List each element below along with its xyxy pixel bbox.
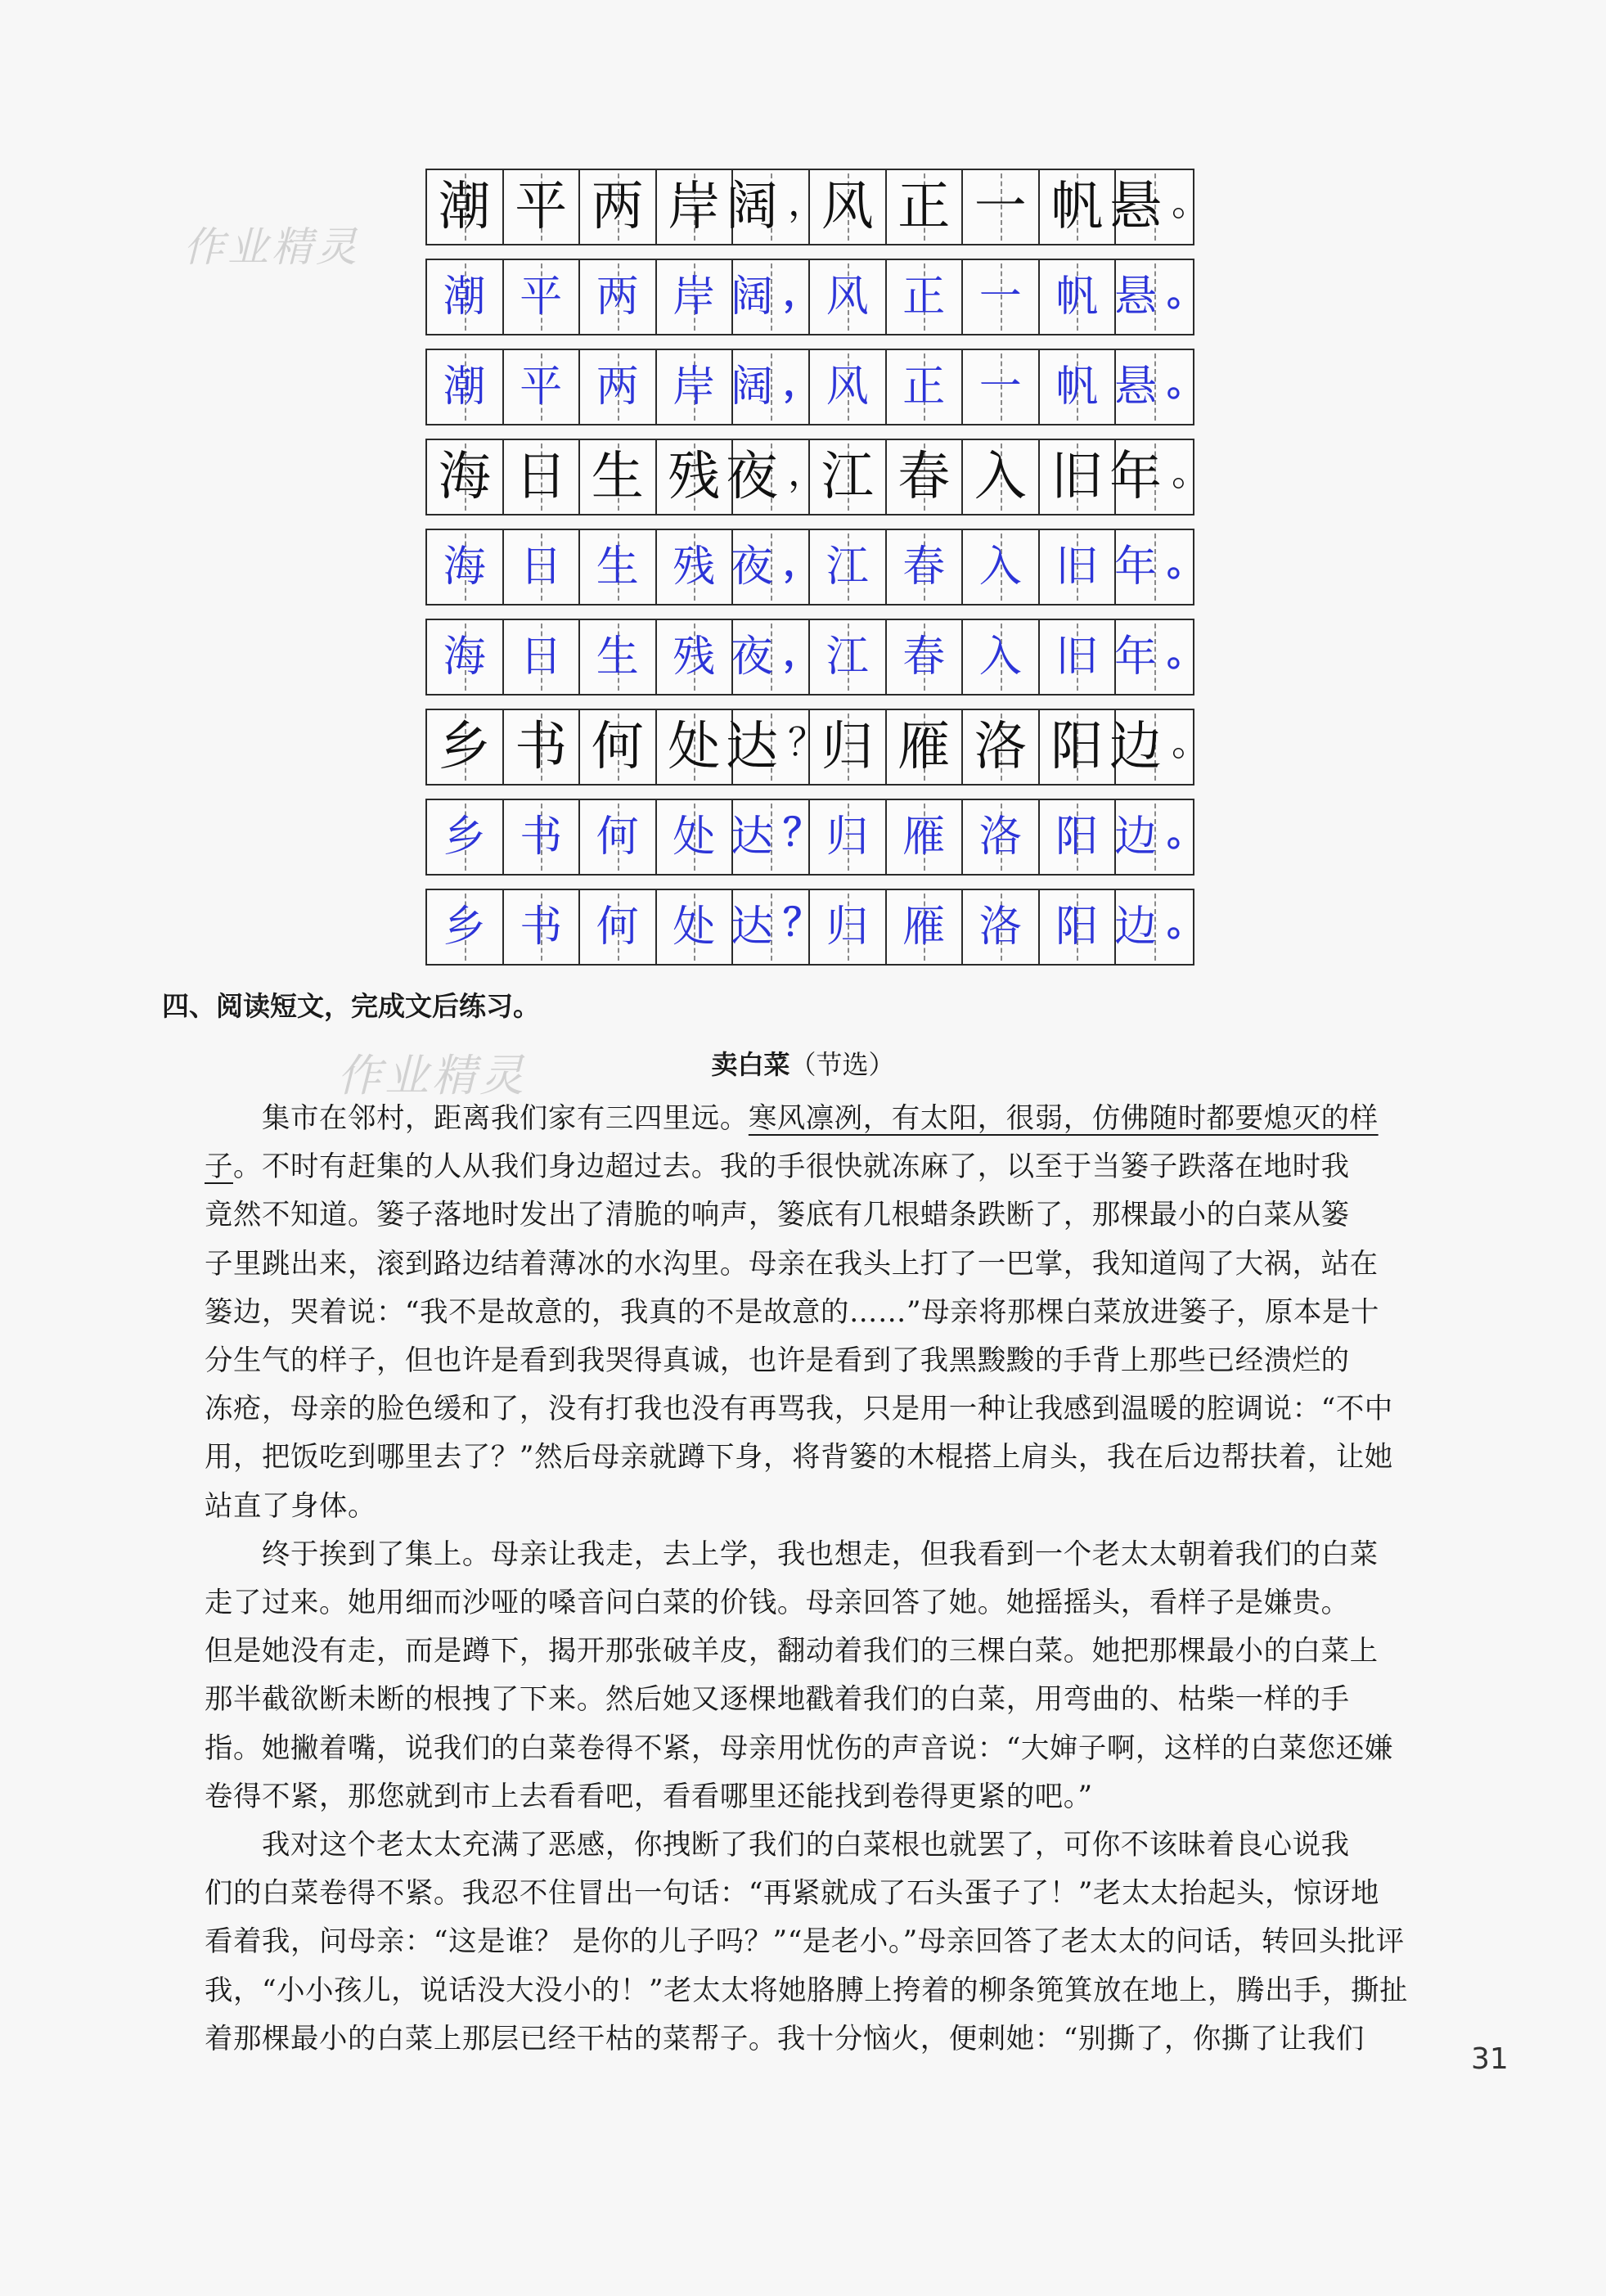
grid-row	[425, 349, 1205, 425]
grid-cell	[810, 890, 887, 964]
grid-cell	[963, 170, 1040, 244]
grid-char: 日	[515, 447, 568, 507]
grid-cell	[810, 530, 887, 604]
watermark: 作业精灵	[337, 1050, 527, 1101]
grid-cell	[427, 170, 504, 244]
grid-cell	[427, 620, 504, 694]
grid-cell	[1040, 530, 1117, 604]
grid-cell	[504, 890, 581, 964]
grid-char: 岸	[668, 177, 721, 237]
text-line	[205, 1918, 1487, 1966]
grid-char: 边	[1114, 813, 1158, 862]
grid-char: 两	[596, 362, 639, 412]
text-segment: 终于挨到了集上。母亲让我走，去上学，我也想走，但我看到一个老太太朝着我们的白菜	[205, 1537, 1379, 1571]
grid-cell	[657, 620, 734, 694]
text-line	[205, 1483, 1487, 1531]
grid-cell	[427, 530, 504, 604]
grid-char: 洛	[978, 903, 1022, 952]
text-line	[205, 1531, 1487, 1579]
grid-char: 悬	[1114, 362, 1158, 412]
grid-punctuation: 。	[1167, 270, 1205, 314]
grid-cell	[887, 710, 964, 784]
grid-char: 残	[673, 542, 716, 592]
grid-cell	[657, 890, 734, 964]
grid-cell	[580, 440, 657, 514]
grid-cell	[1109, 170, 1209, 244]
text-line	[205, 1289, 1487, 1337]
grid-char: 正	[902, 272, 946, 322]
grid-cell	[580, 710, 657, 784]
grid-cell	[657, 710, 734, 784]
grid-char: 入	[978, 633, 1022, 682]
grid-char: 旧	[1055, 542, 1099, 592]
grid-char: 乡	[438, 717, 491, 777]
grid-char: 平	[520, 272, 563, 322]
grid-char: 边	[1114, 903, 1158, 952]
passage-body	[205, 1095, 1487, 2064]
grid-cell	[1040, 620, 1117, 694]
grid-cell	[1114, 800, 1205, 874]
grid-char: 归	[825, 813, 869, 862]
grid-cell	[963, 800, 1040, 874]
grid-char: 生	[591, 447, 644, 507]
grid-punctuation: 。	[1172, 180, 1209, 224]
grid-punctuation: ，	[783, 270, 821, 314]
grid-row	[425, 619, 1205, 696]
grid-char: 风	[825, 272, 869, 322]
grid-cell	[887, 260, 964, 334]
grid-char: 旧	[1050, 447, 1104, 507]
grid-cell	[726, 170, 825, 244]
grid-char: 入	[974, 447, 1027, 507]
text-segment: 。不时有赶集的人从我们身边超过去。我的手很快就冻麻了，以至于当篓子跌落在地时我	[233, 1150, 1350, 1184]
grid-punctuation: 。	[1167, 810, 1205, 854]
grid-punctuation: ？	[783, 900, 821, 944]
grid-cell	[427, 440, 504, 514]
grid-char: 风	[821, 177, 874, 237]
grid-char: 生	[596, 633, 639, 682]
grid-char: 生	[596, 542, 639, 592]
grid-cell	[1040, 710, 1117, 784]
grid-char: 何	[596, 813, 639, 862]
passage-title-sub: （节选）	[790, 1049, 895, 1080]
grid-row	[425, 259, 1205, 335]
grid-punctuation: 。	[1172, 720, 1209, 764]
grid-cell	[580, 890, 657, 964]
grid-char: 书	[520, 903, 563, 952]
underlined-text: 寒风凛冽，有太阳，很弱，仿佛随时都要熄灭的样	[748, 1102, 1379, 1135]
text-line	[205, 1773, 1487, 1821]
grid-char: 海	[443, 633, 486, 682]
grid-cell	[1040, 350, 1117, 424]
page-number: 31	[1471, 2042, 1509, 2076]
grid-cell	[810, 260, 887, 334]
text-line	[205, 1095, 1487, 1143]
text-segment: 着那棵最小的白菜上那层已经干枯的菜帮子。我十分恼火，便刺她：“别撕了，你撕了让我们	[205, 2022, 1365, 2055]
grid-char: 边	[1109, 717, 1162, 777]
grid-cell	[580, 800, 657, 874]
grid-char: 归	[821, 717, 874, 777]
text-segment: 冻疮，母亲的脸色缓和了，没有打我也没有再骂我，只是用一种让我感到温暖的腔调说：“不中	[205, 1393, 1393, 1426]
grid-char: 阳	[1055, 813, 1099, 862]
grid-char: 平	[520, 362, 563, 412]
grid-cell	[427, 710, 504, 784]
grid-cell	[657, 440, 734, 514]
grid-cell	[963, 620, 1040, 694]
grid-cell	[1114, 620, 1205, 694]
passage-title-main: 卖白菜	[711, 1049, 790, 1080]
grid-row	[425, 709, 1209, 786]
text-segment: 竟然不知道。篓子落地时发出了清脆的响声，篓底有几根蜡条跌断了，那棵最小的白菜从篓	[205, 1199, 1350, 1232]
grid-cell	[1109, 440, 1209, 514]
text-segment: 我对这个老太太充满了恶感，你拽断了我们的白菜根也就罢了，可你不该昧着良心说我	[205, 1829, 1350, 1862]
grid-char: 旧	[1055, 633, 1099, 682]
grid-char: 两	[596, 272, 639, 322]
underlined-text: 子	[205, 1150, 233, 1184]
text-line	[205, 2015, 1487, 2064]
grid-char: 书	[515, 717, 568, 777]
text-segment: 我，“小小孩儿，说话没大没小的！”老太太将她胳膊上挎着的柳条篼箕放在地上，腾出手，撕扯	[205, 1974, 1408, 2007]
grid-punctuation: ，	[788, 180, 825, 224]
grid-char: 日	[520, 542, 563, 592]
text-segment: 但是她没有走，而是蹲下，揭开那张破羊皮，翻动着我们的三棵白菜。她把那棵最小的白菜上	[205, 1635, 1379, 1668]
text-line	[205, 1191, 1487, 1240]
paragraph	[205, 1095, 1487, 1531]
grid-cell	[580, 260, 657, 334]
grid-row	[425, 889, 1205, 966]
grid-cell	[963, 440, 1040, 514]
grid-char: 达	[731, 903, 774, 952]
grid-cell	[1114, 350, 1205, 424]
grid-char: 阔	[726, 177, 778, 237]
grid-cell	[1040, 890, 1117, 964]
text-line	[205, 1434, 1487, 1482]
grid-char: 一	[978, 272, 1022, 322]
grid-char: 春	[902, 633, 946, 682]
grid-char: 帆	[1050, 177, 1104, 237]
text-segment: 篓边，哭着说：“我不是故意的，我真的不是故意的……”母亲将那棵白菜放进篓子，原本是十	[205, 1295, 1379, 1329]
grid-cell	[504, 170, 581, 244]
grid-char: 年	[1109, 447, 1162, 507]
grid-cell	[504, 620, 581, 694]
text-line	[205, 1240, 1487, 1289]
grid-cell	[887, 620, 964, 694]
grid-char: 海	[438, 447, 491, 507]
grid-cell	[1114, 530, 1205, 604]
text-segment: 看着我，问母亲：“这是谁？ 是你的儿子吗？”“是老小。”母亲回答了老太太的问话，转回头批评	[205, 1925, 1405, 1959]
grid-char: 春	[897, 447, 951, 507]
grid-cell	[731, 890, 821, 964]
grid-char: 阳	[1050, 717, 1104, 777]
grid-char: 处	[673, 903, 716, 952]
grid-char: 何	[596, 903, 639, 952]
grid-row	[425, 169, 1209, 245]
grid-char: 岸	[673, 272, 716, 322]
grid-char: 处	[668, 717, 721, 777]
grid-cell	[1114, 890, 1205, 964]
grid-char: 江	[825, 633, 869, 682]
grid-char: 悬	[1109, 177, 1162, 237]
grid-cell	[810, 170, 887, 244]
grid-cell	[580, 620, 657, 694]
grid-cell	[1040, 170, 1117, 244]
grid-char: 乡	[443, 813, 486, 862]
text-segment: 分生气的样子，但也许是看到我哭得真诚，也许是看到了我黑黢黢的手背上那些已经溃烂的	[205, 1344, 1350, 1378]
grid-char: 雁	[897, 717, 951, 777]
grid-cell	[810, 350, 887, 424]
grid-punctuation: 。	[1172, 450, 1209, 494]
grid-row	[425, 799, 1205, 876]
text-line	[205, 1385, 1487, 1434]
grid-cell	[1109, 710, 1209, 784]
grid-cell	[887, 350, 964, 424]
grid-cell	[504, 710, 581, 784]
grid-cell	[427, 260, 504, 334]
grid-cell	[580, 350, 657, 424]
grid-char: 残	[668, 447, 721, 507]
grid-char: 阳	[1055, 903, 1099, 952]
grid-cell	[731, 350, 821, 424]
text-line	[205, 1337, 1487, 1385]
grid-cell	[504, 350, 581, 424]
grid-char: 洛	[978, 813, 1022, 862]
grid-cell	[887, 530, 964, 604]
grid-cell	[963, 890, 1040, 964]
grid-punctuation: ，	[783, 630, 821, 674]
grid-char: 雁	[902, 903, 946, 952]
grid-cell	[963, 530, 1040, 604]
grid-cell	[810, 620, 887, 694]
grid-char: 日	[520, 633, 563, 682]
paragraph	[205, 1531, 1487, 1821]
grid-char: 平	[515, 177, 568, 237]
grid-char: 夜	[731, 542, 774, 592]
grid-char: 潮	[443, 362, 486, 412]
text-line	[205, 1725, 1487, 1773]
text-segment: 走了过来。她用细而沙哑的嗓音问白菜的价钱。母亲回答了她。她摇摇头，看样子是嫌贵。	[205, 1587, 1350, 1620]
grid-punctuation: ，	[783, 540, 821, 584]
grid-cell	[731, 260, 821, 334]
text-line	[205, 1967, 1487, 2015]
grid-char: 海	[443, 542, 486, 592]
grid-punctuation: 。	[1167, 630, 1205, 674]
grid-cell	[1040, 260, 1117, 334]
grid-cell	[810, 710, 887, 784]
grid-cell	[1040, 800, 1117, 874]
grid-char: 江	[825, 542, 869, 592]
grid-char: 处	[673, 813, 716, 862]
grid-char: 乡	[443, 903, 486, 952]
grid-char: 风	[825, 362, 869, 412]
grid-char: 何	[591, 717, 644, 777]
grid-cell	[963, 350, 1040, 424]
grid-cell	[657, 170, 734, 244]
grid-cell	[887, 440, 964, 514]
grid-cell	[963, 710, 1040, 784]
grid-char: 残	[673, 633, 716, 682]
grid-char: 江	[821, 447, 874, 507]
grid-char: 书	[520, 813, 563, 862]
grid-char: 雁	[902, 813, 946, 862]
grid-punctuation: 。	[1167, 360, 1205, 404]
grid-char: 洛	[974, 717, 1027, 777]
grid-punctuation: 。	[1167, 900, 1205, 944]
grid-cell	[731, 620, 821, 694]
grid-cell	[657, 260, 734, 334]
grid-cell	[657, 350, 734, 424]
grid-char: 入	[978, 542, 1022, 592]
grid-punctuation: 。	[1167, 540, 1205, 584]
grid-char: 年	[1114, 542, 1158, 592]
grid-cell	[887, 170, 964, 244]
grid-cell	[726, 710, 825, 784]
grid-char: 春	[902, 542, 946, 592]
grid-cell	[580, 170, 657, 244]
grid-cell	[887, 890, 964, 964]
grid-cell	[887, 800, 964, 874]
text-line	[205, 1676, 1487, 1724]
grid-char: 夜	[731, 633, 774, 682]
grid-punctuation: ？	[783, 810, 821, 854]
grid-char: 帆	[1055, 272, 1099, 322]
grid-punctuation: ，	[783, 360, 821, 404]
grid-char: 年	[1114, 633, 1158, 682]
grid-char: 夜	[726, 447, 778, 507]
section-heading: 四、阅读短文，完成文后练习。	[162, 990, 540, 1022]
grid-punctuation: ，	[788, 450, 825, 494]
grid-char: 正	[902, 362, 946, 412]
text-line	[205, 1627, 1487, 1676]
grid-cell	[427, 350, 504, 424]
text-segment: 集市在邻村，距离我们家有三四里远。	[205, 1102, 749, 1135]
grid-punctuation: ？	[788, 720, 825, 764]
grid-cell	[504, 440, 581, 514]
grid-cell	[810, 800, 887, 874]
grid-row	[425, 529, 1205, 606]
grid-cell	[504, 260, 581, 334]
copywriting-grid	[425, 169, 1209, 979]
text-segment: 们的白菜卷得不紧。我忍不住冒出一句话：“再紧就成了石头蛋子了！”老太太抬起头，惊讶地	[205, 1877, 1379, 1911]
grid-char: 一	[974, 177, 1027, 237]
grid-cell	[504, 800, 581, 874]
grid-char: 悬	[1114, 272, 1158, 322]
text-segment: 子里跳出来，滚到路边结着薄冰的水沟里。母亲在我头上打了一巴掌，我知道闯了大祸，站在	[205, 1247, 1379, 1281]
grid-cell	[580, 530, 657, 604]
text-segment: 站直了身体。	[205, 1489, 376, 1523]
grid-char: 阔	[731, 362, 774, 412]
grid-cell	[427, 890, 504, 964]
grid-char: 两	[591, 177, 644, 237]
grid-cell	[810, 440, 887, 514]
grid-cell	[427, 800, 504, 874]
paragraph	[205, 1821, 1487, 2064]
text-line	[205, 1143, 1487, 1191]
grid-cell	[657, 800, 734, 874]
watermark: 作业精灵	[183, 223, 360, 271]
grid-char: 潮	[443, 272, 486, 322]
text-line	[205, 1579, 1487, 1627]
grid-cell	[657, 530, 734, 604]
grid-char: 岸	[673, 362, 716, 412]
grid-row	[425, 439, 1209, 515]
text-segment: 那半截欲断未断的根拽了下来。然后她又逐棵地戳着我们的白菜，用弯曲的、枯柴一样的手	[205, 1683, 1350, 1717]
grid-char: 潮	[438, 177, 491, 237]
grid-cell	[504, 530, 581, 604]
text-segment: 卷得不紧，那您就到市上去看看吧，看看哪里还能找到卷得更紧的吧。”	[205, 1780, 1093, 1813]
text-line	[205, 1870, 1487, 1918]
passage-title	[0, 1044, 1606, 1082]
grid-cell	[731, 530, 821, 604]
grid-cell	[1114, 260, 1205, 334]
grid-char: 归	[825, 903, 869, 952]
text-segment: 用，把饭吃到哪里去了？”然后母亲就蹲下身，将背篓的木棍搭上肩头，我在后边帮扶着，让她	[205, 1441, 1393, 1474]
grid-char: 一	[978, 362, 1022, 412]
grid-cell	[726, 440, 825, 514]
grid-char: 阔	[731, 272, 774, 322]
text-line	[205, 1821, 1487, 1870]
grid-char: 帆	[1055, 362, 1099, 412]
grid-cell	[1040, 440, 1117, 514]
text-segment: 指。她撇着嘴，说我们的白菜卷得不紧，母亲用忧伤的声音说：“大婶子啊，这样的白菜您还嫌	[205, 1731, 1393, 1765]
grid-char: 正	[897, 177, 951, 237]
grid-cell	[731, 800, 821, 874]
grid-char: 达	[731, 813, 774, 862]
grid-cell	[963, 260, 1040, 334]
grid-char: 达	[726, 717, 778, 777]
